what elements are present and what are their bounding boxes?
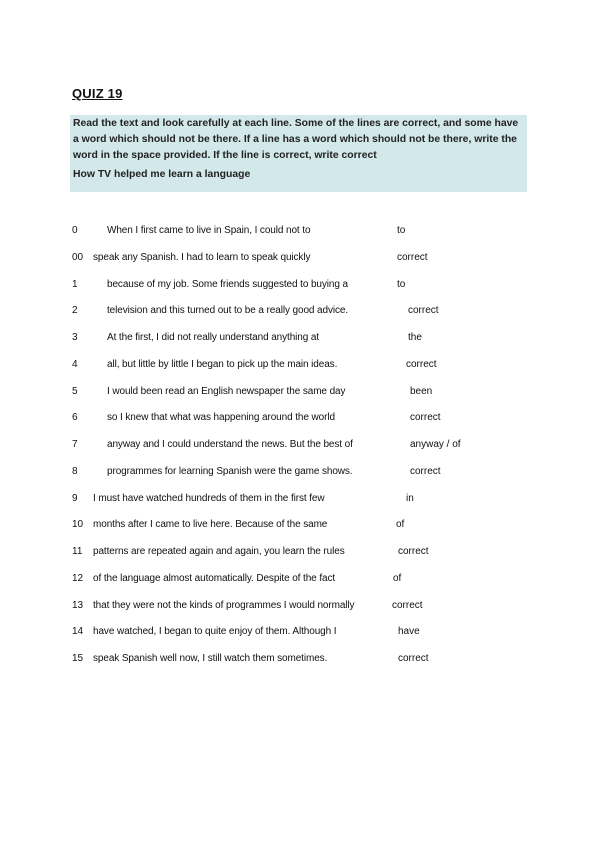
- line-text: speak Spanish well now, I still watch them sometimes.: [93, 653, 328, 664]
- line-answer: the: [408, 332, 422, 343]
- line-text: all, but little by little I began to pick up the main ideas.: [107, 358, 338, 370]
- exercise-line: [0, 225, 600, 241]
- line-text: have watched, I began to quite enjoy of them. Although I: [93, 626, 337, 638]
- line-text: programmes for learning Spanish were the game shows.: [107, 465, 353, 477]
- line-number: 00: [72, 251, 84, 263]
- line-number: 0: [72, 225, 78, 236]
- line-answer: correct: [398, 546, 429, 557]
- exercise-line: [0, 519, 600, 535]
- line-text: anyway and I could understand the news. But the best of: [107, 439, 353, 450]
- line-text: When I first came to live in Spain, I could not to: [107, 225, 311, 236]
- line-answer: in: [406, 492, 414, 504]
- exercise-line: [0, 573, 600, 589]
- line-number: 3: [72, 332, 78, 343]
- line-answer: correct: [397, 251, 428, 263]
- line-number: 8: [72, 465, 78, 477]
- exercise-line: [0, 546, 600, 562]
- exercise-line: [0, 412, 600, 428]
- line-answer: correct: [410, 412, 441, 424]
- line-text: I must have watched hundreds of them in the first few: [93, 492, 325, 504]
- line-text: speak any Spanish. I had to learn to speak quickly: [93, 251, 311, 263]
- line-text: because of my job. Some friends suggested to buying a: [107, 278, 348, 290]
- line-number: 15: [72, 653, 84, 664]
- line-answer: to: [397, 225, 406, 236]
- line-text: patterns are repeated again and again, you learn the rules: [93, 546, 345, 557]
- exercise-line: [0, 653, 600, 669]
- line-number: 2: [72, 305, 78, 317]
- line-number: 4: [72, 358, 78, 370]
- line-number: 10: [72, 519, 84, 531]
- exercise-line: [0, 626, 600, 642]
- line-text: I would been read an English newspaper the same day: [107, 385, 346, 397]
- line-number: 11: [72, 546, 83, 557]
- line-number: 7: [72, 439, 78, 450]
- line-answer: correct: [392, 599, 423, 611]
- line-answer: correct: [410, 465, 441, 477]
- line-text: months after I came to live here. Because of the same: [93, 519, 328, 531]
- line-number: 14: [72, 626, 84, 638]
- exercise-line: [0, 600, 600, 616]
- line-number: 9: [72, 492, 78, 504]
- line-text: television and this turned out to be a really good advice.: [107, 305, 349, 317]
- line-text: At the first, I did not really understand anything at: [107, 332, 320, 343]
- line-answer: of: [396, 519, 405, 531]
- exercise-line: [0, 493, 600, 509]
- line-text: so I knew that what was happening around the world: [107, 412, 335, 424]
- line-answer: correct: [408, 305, 439, 317]
- line-number: 6: [72, 412, 78, 424]
- quiz-title: QUIZ 19: [72, 86, 123, 101]
- line-answer: anyway / of: [410, 439, 461, 450]
- instructions-box: [70, 115, 527, 192]
- line-answer: correct: [398, 653, 429, 664]
- line-number: 12: [72, 572, 84, 584]
- exercise-line: [0, 332, 600, 348]
- line-text: of the language almost automatically. Despite of the fact: [93, 572, 336, 584]
- line-text: that they were not the kinds of programmes I would normally: [93, 599, 355, 611]
- exercise-line: [0, 252, 600, 268]
- instructions-text: Read the text and look carefully at each line. Some of the lines are correct, and some have a word which should not be there. If a line has a word which should not be there, write the word in the space provided. If the line is correct, write correct: [73, 118, 519, 161]
- line-answer: correct: [406, 358, 437, 370]
- exercise-line: [0, 279, 600, 295]
- line-number: 13: [72, 599, 84, 611]
- exercise-line: [0, 386, 600, 402]
- passage-subheading: How TV helped me learn a language: [73, 169, 251, 180]
- line-answer: have: [398, 626, 420, 638]
- line-number: 5: [72, 385, 78, 397]
- line-answer: been: [410, 385, 433, 397]
- exercise-line: [0, 466, 600, 482]
- line-answer: of: [393, 572, 402, 584]
- exercise-line: [0, 305, 600, 321]
- exercise-line: [0, 359, 600, 375]
- exercise-line: [0, 439, 600, 455]
- line-answer: to: [397, 278, 406, 290]
- line-number: 1: [72, 278, 78, 290]
